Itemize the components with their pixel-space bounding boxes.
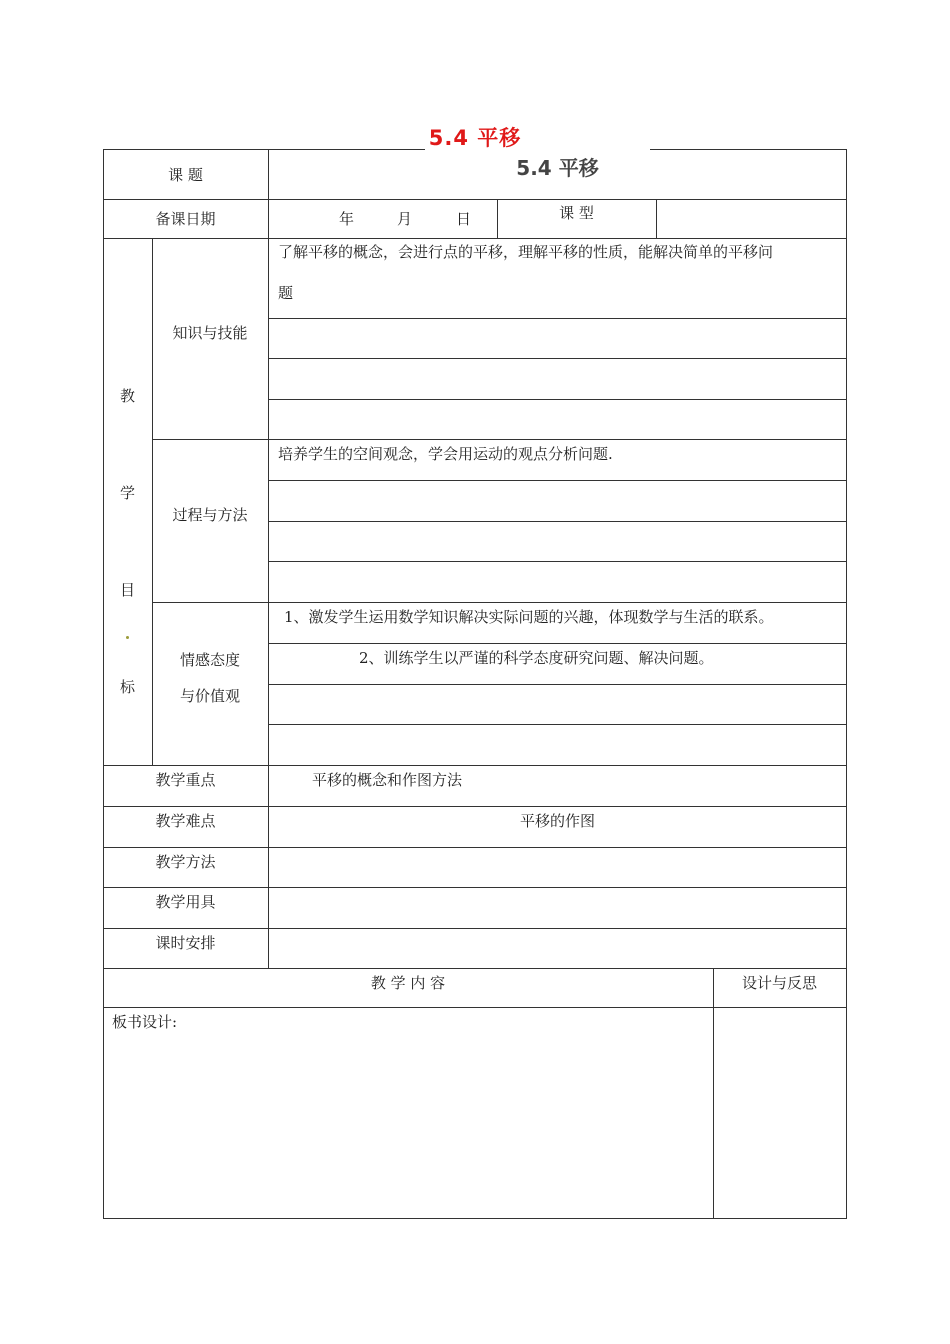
date-year: 年 (339, 210, 355, 228)
goals-label-2: 学 (119, 484, 135, 502)
lesson-type-label: 课 型 (559, 204, 594, 222)
subject-value: 5.4 平移 (516, 156, 599, 180)
content-header: 教 学 内 容 (370, 974, 446, 992)
difficulty-value: 平移的作图 (519, 812, 595, 830)
knowledge-text-line2: 题 (278, 284, 294, 302)
prep-date-label: 备课日期 (155, 210, 216, 228)
reflection-header: 设计与反思 (741, 974, 817, 992)
emotion-text-2: 2、训练学生以严谨的科学态度研究问题、解决问题。 (359, 649, 714, 667)
date-day: 日 (456, 210, 472, 228)
knowledge-label: 知识与技能 (172, 324, 248, 342)
difficulty-label: 教学难点 (155, 812, 216, 830)
method-label: 教学方法 (155, 853, 216, 871)
date-month: 月 (397, 210, 413, 228)
emotion-label-1: 情感态度 (179, 651, 240, 669)
goals-label-1: 教 (119, 387, 135, 405)
emotion-text-1: 1、激发学生运用数学知识解决实际问题的兴趣，体现数学与生活的联系。 (284, 608, 774, 626)
key-point-label: 教学重点 (155, 771, 216, 789)
key-point-value: 平移的概念和作图方法 (312, 771, 463, 789)
board-design-label: 板书设计: (112, 1013, 178, 1031)
schedule-label: 课时安排 (155, 934, 216, 952)
goals-label-4: 标 (119, 678, 135, 696)
goals-label-3: 目 (119, 581, 135, 599)
knowledge-text-line1: 了解平移的概念，会进行点的平移，理解平移的性质，能解决简单的平移问 (278, 243, 774, 261)
document-title: 5.4 平移 (428, 126, 522, 150)
subject-label: 课 题 (168, 166, 203, 184)
process-text: 培养学生的空间观念，学会用运动的观点分析问题. (278, 445, 613, 463)
process-label: 过程与方法 (172, 506, 248, 524)
goals-dot (126, 636, 129, 639)
emotion-label-2: 与价值观 (179, 687, 240, 705)
tools-label: 教学用具 (155, 893, 216, 911)
